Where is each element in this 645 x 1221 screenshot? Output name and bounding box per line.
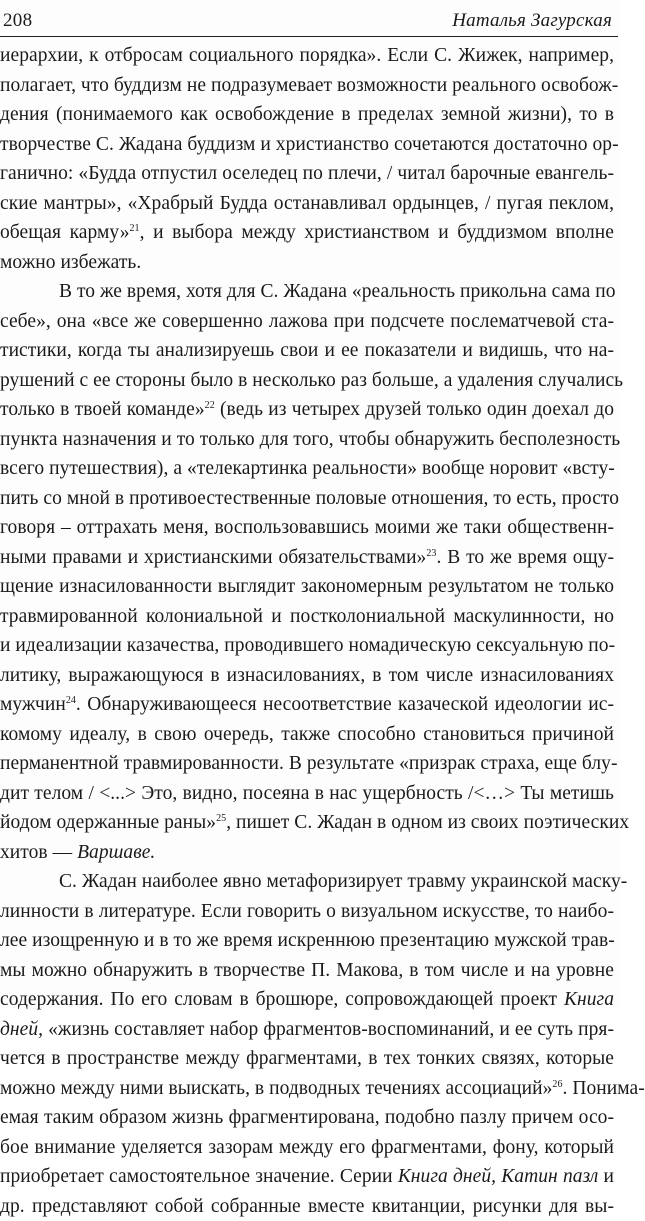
text-line [0,513,614,543]
text-segment: др. представляют собой собранные вместе квитанции, рисунки для вы- [0,1196,614,1217]
page-header [3,6,612,32]
text-segment: только в твоей команде» [0,399,205,420]
text-line [0,1162,614,1192]
text-segment: В то же время, хотя для С. Жадана «реальность прикольна сама по [59,281,616,302]
text-line [0,100,614,130]
text-segment: ганично: «Будда отпустил оселедец по плечи, / читал барочные евангель- [0,163,614,184]
text-line [0,1103,614,1133]
text-line [0,720,614,750]
text-line [0,956,614,986]
footnote-ref: 22 [205,400,215,411]
italic-title: Книга [564,989,614,1010]
text-line [0,985,614,1015]
text-segment: можно между ними выискать, в подводных течениях ассоциаций» [0,1078,552,1099]
text-segment: травмированной колониальной и постколониальной маскулинности, но [0,606,614,627]
text-line [0,248,614,278]
text-line [0,395,614,425]
text-segment: линности в литературе. Если говорить о визуальном искусстве, то наибо- [0,901,614,922]
text-segment: мы можно обнаружить в творчестве П. Макова, в том числе и на уровне [0,960,614,981]
text-line [0,484,614,514]
text-segment: всего путешествия), а «телекартинка реальности» вообще норовит «всту- [0,458,615,479]
text-segment: дения (понимаемого как освобождение в пределах земной жизни), то в [0,104,614,125]
page-number: 208 [3,10,32,32]
text-segment: и идеализации казачества, проводившего номадическую сексуальную по- [0,635,615,656]
text-line [0,897,614,927]
footnote-ref: 23 [426,548,436,559]
text-segment: литику, выражающуюся в изнасилованиях, в том числе изнасилованиях [0,665,614,686]
text-line [0,425,614,455]
text-segment: , и выбора между христианством и буддизмом вполне [140,222,614,243]
paragraph [0,277,620,867]
text-line [0,631,614,661]
text-segment: С. Жадан наиболее явно метафоризирует травму украинской маску- [59,871,627,892]
text-line [0,336,614,366]
text-line [0,602,614,632]
text-line [0,808,614,838]
text-line [0,1074,614,1104]
text-segment: себе», она «все же совершенно лажова при подсчете послематчевой ста- [0,311,614,332]
paragraph [0,867,620,1221]
text-segment: можно избежать. [0,252,141,273]
text-line [0,159,614,189]
text-line [0,690,614,720]
header-rule [0,36,618,37]
text-segment: комому идеалу, в свою очередь, также способно становиться причиной [0,724,614,745]
text-line [0,218,614,248]
text-line [0,189,614,219]
text-line [0,130,614,160]
italic-title: Варшаве. [77,842,155,863]
text-segment: обещая карму» [0,222,130,243]
text-segment: пить со мной в противоестественные половые отношения, то есть, просто [0,488,619,509]
text-segment: ские мантры», «Храбрый Будда останавливал ордынцев, / пугая пеклом, [0,193,614,214]
text-segment: (ведь из четырех друзей только один доехал до [215,399,614,420]
text-segment: лее изощренную и в то же время искреннюю презентацию мужской трав- [0,930,615,951]
text-segment: иерархии, к отбросам социального порядка». Если С. Жижек, например, [0,45,614,66]
running-head-author: Наталья Загурская [452,10,612,32]
text-line [0,1192,614,1221]
text-segment: и [598,1166,614,1187]
italic-title: дней, [0,1019,43,1040]
text-segment: . Обнаруживающееся несоответствие казаческой идеологии ис- [76,694,614,715]
italic-title: Книга дней, Катин пазл [398,1166,598,1187]
text-line [0,41,614,71]
text-segment: чется в пространстве между фрагментами, в тех тонких связях, которые [0,1048,614,1069]
text-segment: творчестве С. Жадана буддизм и христианство сочетаются достаточно ор- [0,134,619,155]
text-segment: перманентной травмированности. В результате «призрак страха, еще блу- [0,753,618,774]
text-segment: хитов — [0,842,77,863]
text-segment: щение изнасилованности выглядит закономерным результатом не только [0,576,614,597]
text-line [0,307,614,337]
text-line [0,779,614,809]
text-line [0,661,614,691]
text-segment: . В то же время ощу- [436,547,614,568]
text-line [0,1044,614,1074]
footnote-ref: 26 [552,1079,562,1090]
text-line [0,867,614,897]
footnote-ref: 24 [66,695,76,706]
paragraph [0,41,620,277]
text-segment: рушений с ее стороны было в несколько раз больше, а удаления случались [0,370,623,391]
text-line [0,71,614,101]
text-segment: пункта назначения и то только для того, чтобы обнаружить бесполезность [0,429,620,450]
text-line [0,1133,614,1163]
text-segment: ными правами и христианскими обязательствами» [0,547,426,568]
text-line [0,572,614,602]
text-segment: мужчин [0,694,66,715]
text-segment: , пишет С. Жадан в одном из своих поэтических [226,812,629,833]
text-line [0,749,614,779]
text-line [0,277,614,307]
text-segment: . Понима- [563,1078,645,1099]
text-segment: содержания. По его словам в брошюре, сопровождающей проект [0,989,564,1010]
footnote-ref: 21 [130,223,140,234]
text-line [0,366,614,396]
text-line [0,926,614,956]
text-line [0,1015,614,1045]
text-segment: приобретает самостоятельное значение. Серии [0,1166,398,1187]
text-segment: бое внимание уделяется зазорам между его фрагментами, фону, который [0,1137,614,1158]
text-segment: «жизнь составляет набор фрагментов-воспоминаний, и ее суть пря- [43,1019,614,1040]
text-line [0,454,614,484]
text-segment: емая таким образом жизнь фрагментирована, подобно пазлу причем осо- [0,1107,614,1128]
text-segment: говоря – оттрахать меня, воспользовавшись моими же таки общественн- [0,517,614,538]
body-text [0,41,620,1221]
text-line [0,543,614,573]
text-line [0,838,614,868]
text-segment: йодом одержанные раны» [0,812,216,833]
text-segment: полагает, что буддизм не подразумевает возможности реального освобож- [0,75,618,96]
footnote-ref: 25 [216,813,226,824]
text-segment: тистики, когда ты анализируешь свои и ее показатели и видишь, что на- [0,340,614,361]
text-segment: дит телом / <...> Это, видно, посеяна в нас ущербность /<…> Ты метишь [0,783,614,804]
